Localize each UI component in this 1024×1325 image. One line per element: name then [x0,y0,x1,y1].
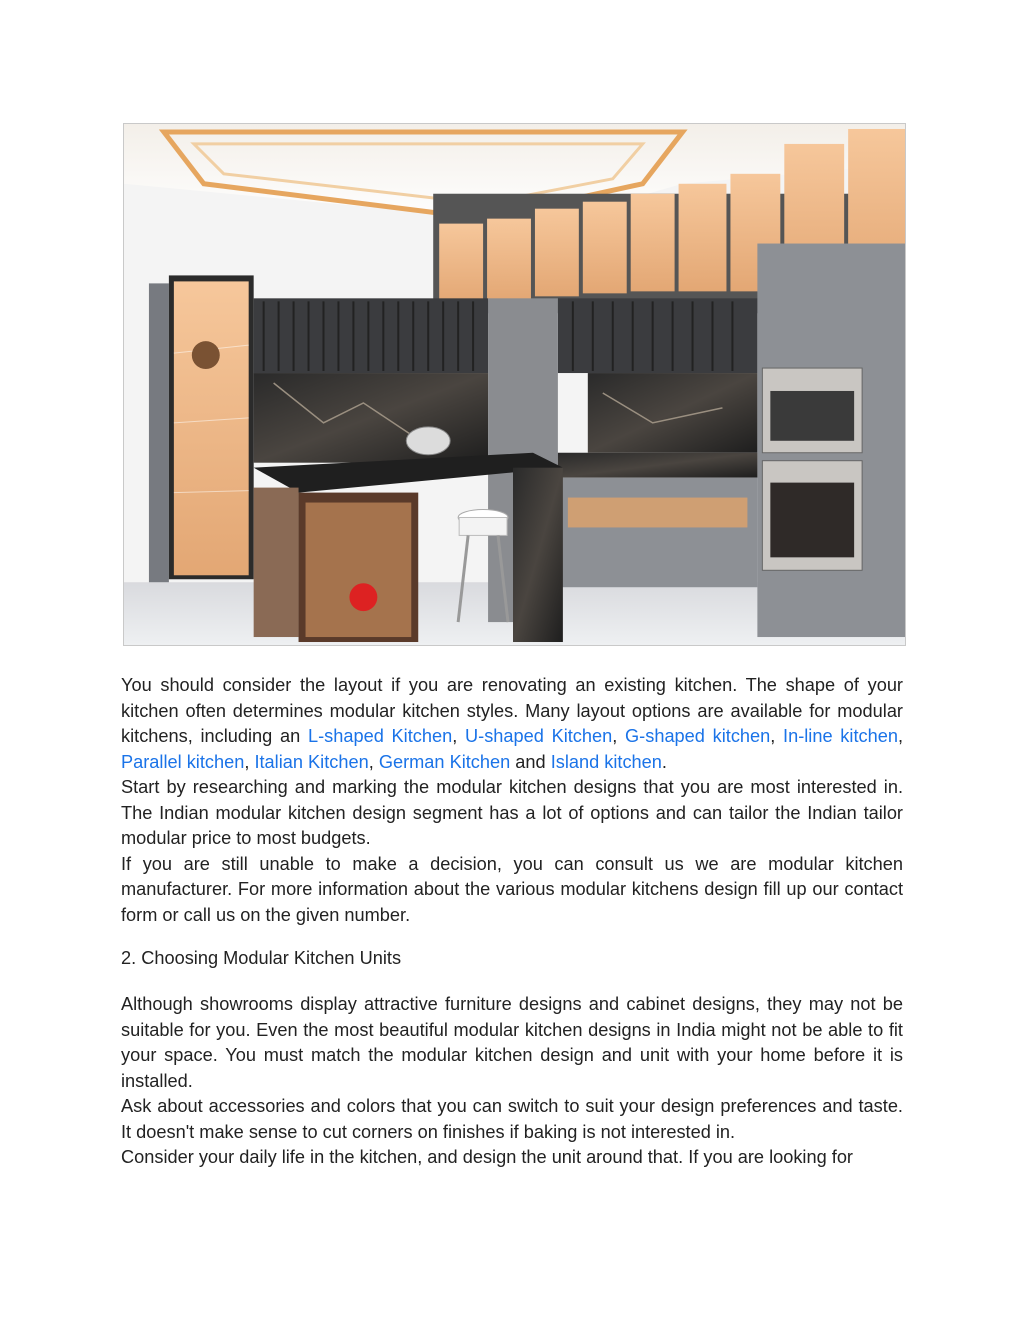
paragraph-intro-text: You should consider the layout if you are renovating an existing kitchen. The shape of your kitchen often determines modular kitchen styles. Many layout options are available for modular kitchens, including an [121,675,903,746]
link-l-shaped-kitchen[interactable]: L-shaped Kitchen [307,726,453,746]
section-layout-text [121,673,903,928]
paragraph-accessories: Ask about accessories and colors that you can switch to suit your design preferences and taste. It doesn't make sense to cut corners on finishes if baking is not interested in. [121,1096,903,1142]
kitchen-illustration [124,124,905,645]
separator: , [897,726,903,746]
separator: , [770,726,784,746]
link-in-line-kitchen[interactable]: In-line kitchen [783,726,898,746]
paragraph-layout-options [121,673,903,775]
paragraph-research: Start by researching and marking the modular kitchen designs that you are most interested in. The Indian modular kitchen design segment has a lot of options and can tailor the Indian tailor modular price to most budgets. [121,777,903,848]
separator: , [244,751,255,772]
section-units-text [121,992,903,1171]
separator: , [612,726,626,746]
paragraph-daily-life: Consider your daily life in the kitchen, and design the unit around that. If you are looking for [121,1147,853,1167]
link-g-shaped-kitchen[interactable]: G-shaped kitchen [625,726,771,746]
section-heading: 2. Choosing Modular Kitchen Units [121,948,402,968]
separator-and: and [510,751,551,772]
link-u-shaped-kitchen[interactable]: U-shaped Kitchen [465,726,613,746]
link-parallel-kitchen[interactable]: Parallel kitchen [121,751,245,772]
kitchen-photo [123,123,906,646]
paragraph-showrooms: Although showrooms display attractive furniture designs and cabinet designs, they may not be suitable for you. Even the most beautiful modular kitchen designs in India might not be able to fit your space. You must match the modular kitchen design and unit with your home before it is installed. [121,994,903,1091]
separator: , [452,726,465,746]
period: . [661,751,667,772]
link-italian-kitchen[interactable]: Italian Kitchen [254,751,369,772]
separator: , [368,751,379,772]
link-island-kitchen[interactable]: Island kitchen [550,751,662,772]
link-german-kitchen[interactable]: German Kitchen [378,751,511,772]
paragraph-consult: If you are still unable to make a decision, you can consult us we are modular kitchen manufacturer. For more information about the various modular kitchens design fill up our contact form or call us on the given number. [121,853,903,925]
